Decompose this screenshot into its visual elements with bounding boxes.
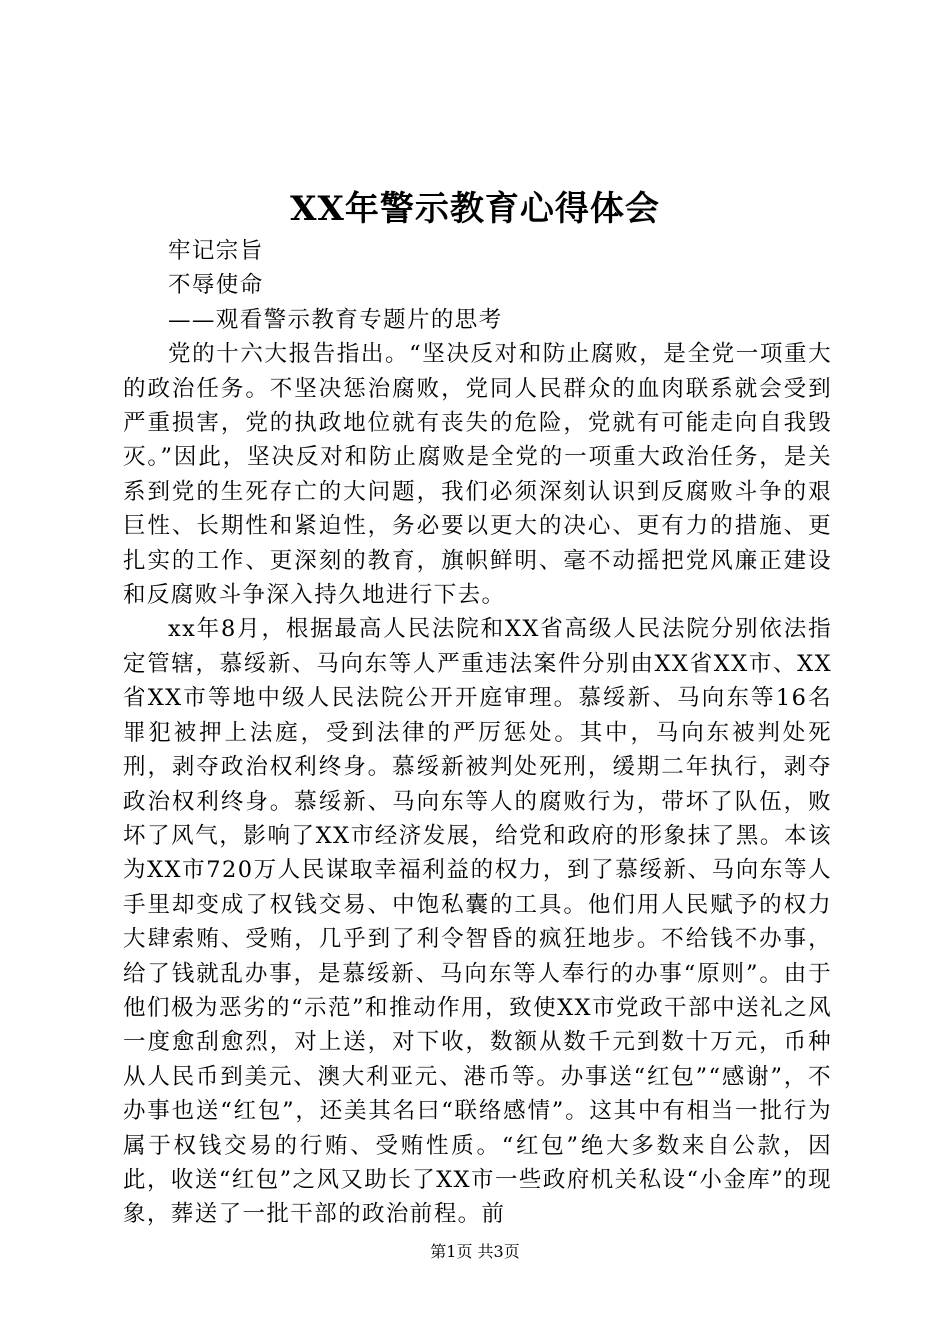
document-title: XX年警示教育心得体会 — [290, 189, 660, 229]
subtitle-line: 牢记宗旨 — [168, 238, 264, 264]
body-paragraph: xx年8月，根据最高人民法院和XX省高级人民法院分别依法指定管辖，慕绥新、马向东等人严重违法案件分别由XX省XX市、XX省XX市等地中级人民法院公开开庭审理。慕绥新、马向东等16名罪犯被押上法庭，受到法律的严厉惩处。其中，马向东被判处死刑，剥夺政治权利终身。慕绥新被判处死刑，缓期二年执行，剥夺政治权利终身。慕绥新、马向东等人的腐败行为，带坏了队伍，败坏了风气，影响了XX市经济发展，给党和政府的形象抹了黑。本该为XX市720万人民谋取幸福利益的权力，到了慕绥新、马向东等人手里却变成了权钱交易、中饱私囊的工具。他们用人民赋予的权力大肆索贿、受贿，几乎到了利令智昏的疯狂地步。不给钱不办事，给了钱就乱办事，是慕绥新、马向东等人奉行的办事“原则”。由于他们极为恶劣的“示范”和推动作用，致使XX市党政干部中送礼之风一度愈刮愈烈，对上送，对下收，数额从数千元到数十万元，币种从人民币到美元、澳大利亚元、港币等。办事送“红包”“感谢”，不办事也送“红包”，还美其名曰“联络感情”。这其中有相当一批行为属于权钱交易的行贿、受贿性质。“红包”绝大多数来自公款，因此，收送“红包”之风又助长了XX市一些政府机关私设“小金库”的现象，葬送了一批干部的政治前程。前 — [123, 616, 832, 1228]
document-body — [123, 234, 832, 1232]
subtitle-line: 不辱使命 — [168, 272, 264, 299]
page-footer: 第1页 共3页 — [430, 1242, 520, 1261]
subtitle-line: ——观看警示教育专题片的思考 — [168, 306, 503, 333]
body-paragraph: 党的十六大报告指出。“坚决反对和防止腐败，是全党一项重大的政治任务。不坚决惩治腐败，党同人民群众的血肉联系就会受到严重损害，党的执政地位就有丧失的危险，党就有可能走向自我毁灭。”因此，坚决反对和防止腐败是全党的一项重大政治任务，是关系到党的生死存亡的大问题，我们必须深刻认识到反腐败斗争的艰巨性、长期性和紧迫性，务必要以更大的决心、更有力的措施、更扎实的工作、更深刻的教育，旗帜鲜明、毫不动摇把党风廉正建设和反腐败斗争深入持久地进行下去。 — [123, 341, 832, 609]
